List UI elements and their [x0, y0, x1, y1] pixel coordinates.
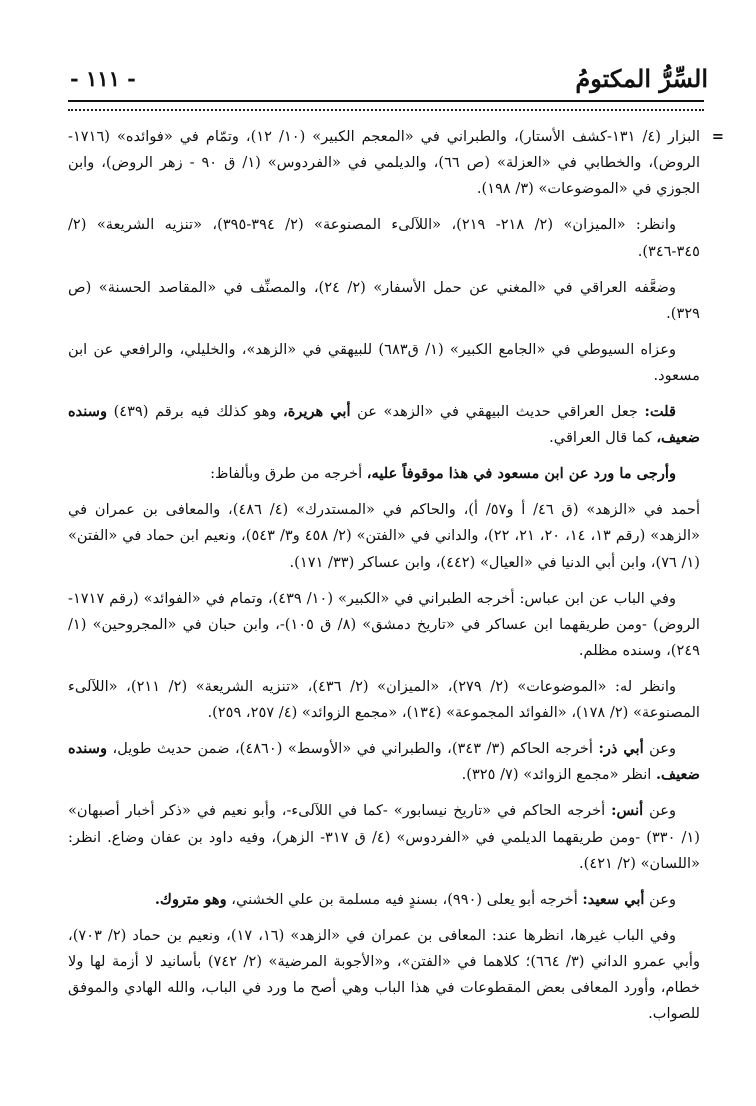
text-segment: وانظر: «الميزان» (٢/ ٢١٨- ٢١٩)، «اللآلىء المصنوعة» (٢/ ٣٩٤-٣٩٥)، «تنزيه الشريعة» (٢/ ٣٤٥-٣٤٦). [68, 216, 700, 260]
bold-text: أبي هريرة، [283, 403, 351, 421]
text-segment: وعن [643, 740, 676, 758]
text-segment: وعن [643, 802, 676, 820]
bold-text: أبي سعيد: [582, 890, 645, 908]
paragraph [68, 461, 700, 487]
paragraph [68, 497, 700, 576]
continuation-mark: = [711, 128, 724, 145]
paragraph [68, 212, 700, 264]
text-segment: وعن [644, 890, 676, 908]
bold-text: وسنده ضعيف، [68, 403, 700, 447]
paragraph [68, 923, 700, 1028]
text-segment: جعل العراقي حديث البيهقي في «الزهد» عن [350, 403, 645, 421]
paragraph [68, 337, 700, 389]
paragraph [68, 798, 700, 877]
text-segment: أخرجه أبو يعلى (٩٩٠)، بسندٍ فيه مسلمة بن علي الخشني، [226, 890, 583, 908]
text-segment: وفي الباب غيرها، انظرها عند: المعافى بن عمران في «الزهد» (١٦، ١٧)، ونعيم بن حماد (٢/ ٧٠٣)، وأبي عمرو الداني (٣/ ٦٦٤)؛ كلاهما في «الفتن»، و«الأجوبة المرضية» (٢/ ٧٤٢) بأسانيد لا أزمة لها ولا خطام، وأورد المعافى بعض المقطوعات في هذا الباب وهي أصح ما ورد في الباب، والله الهادي والموفق للصواب. [68, 926, 700, 1023]
text-segment: أحمد في «الزهد» (ق ٤٦/ أ و٥٧/ أ)، والحاكم في «المستدرك» (٤/ ٤٨٦)، والمعافى بن عمران في «الزهد» (رقم ١٣، ١٤، ٢٠، ٢١، ٢٢)، والداني في «الفتن» (٢/ ٤٥٨ و٣/ ٥٤٣)، ونعيم ابن حماد في «الفتن» (١/ ٧٦)، وابن أبي الدنيا في «العيال» (٤٤٢)، وابن عساكر (٣٣/ ١٧١). [68, 501, 701, 571]
bold-text: قلت: [644, 403, 676, 421]
paragraph [68, 586, 700, 665]
paragraph [68, 399, 700, 451]
text-segment: أخرجه الحاكم (٣/ ٣٤٣)، والطبراني في «الأوسط» (٤٨٦٠)، ضمن حديث طويل، [107, 740, 599, 758]
paragraph [68, 275, 700, 327]
book-title: السِّرُّ المكتومُ [575, 63, 708, 93]
text-segment: وفي الباب عن ابن عباس: أخرجه الطبراني في «الكبير» (١٠/ ٤٣٩)، وتمام في «الفوائد» (رقم ١٧١٧- الروض) -ومن طريقهما ابن عساكر في «تاريخ دمشق» (٨/ ق ١٠٥)-، وابن حبان في «المجروحين» (١/ ٢٤٩)، وسنده مظلم. [68, 589, 700, 660]
footnote-separator [68, 109, 704, 111]
paragraph [68, 124, 724, 203]
footnote-text [68, 124, 724, 1037]
bold-text: وأرجى ما ورد عن ابن مسعود في هذا موقوفاً عليه، [366, 465, 676, 483]
paragraph [68, 887, 700, 913]
text-segment: كما قال العراقي. [549, 429, 657, 447]
bold-text: أبي ذر: [598, 740, 644, 758]
page-number: - ١١١ - [70, 65, 136, 91]
text-segment: أخرجه من طرق وبألفاظ: [210, 465, 367, 483]
text-segment: وانظر له: «الموضوعات» (٢/ ٢٧٩)، «الميزان» (٢/ ٤٣٦)، «تنزيه الشريعة» (٢/ ٢١١)، «اللآلىء المصنوعة» (٢/ ١٧٨)، «الفوائد المجموعة» (١٣٤)، «مجمع الزوائد» (٤/ ٢٥٧، ٢٥٩). [68, 678, 700, 722]
bold-text: وهو متروك. [154, 890, 227, 908]
header-rule [68, 100, 704, 102]
text-segment: وضعَّفه العراقي في «المغني عن حمل الأسفار» (٢/ ٢٤)، والمصنِّف في «المقاصد الحسنة» (ص ٣٢٩). [68, 278, 700, 322]
running-header [70, 58, 708, 98]
bold-text: أنس: [611, 802, 644, 820]
text-segment: أخرجه الحاكم في «تاريخ نيسابور» -كما في اللآلىء-، وأبو نعيم في «ذكر أخبار أصبهان» (١/ ٣٣٠) -ومن طريقهما الديلمي في «الفردوس» (٤/ ق ٣١٧- الزهر)، وفيه داود بن عفان وضاع. انظر: «اللسان» (٢/ ٤٢١). [68, 802, 700, 872]
text-segment: البزار (٤/ ١٣١-كشف الأستار)، والطبراني في «المعجم الكبير» (١٠/ ١٢)، وتمّام في «فوائده» (١٧١٦- الروض)، والخطابي في «العزلة» (ص ٦٦)، والديلمي في «الفردوس» (١/ ق ٩٠ - زهر الروض)، وابن الجوزي في «الموضوعات» (٣/ ١٩٨). [68, 128, 700, 198]
paragraph [68, 736, 700, 788]
bold-text: وسنده ضعيف. [68, 740, 700, 784]
paragraph [68, 674, 700, 726]
text-segment: وعزاه السيوطي في «الجامع الكبير» (١/ ق٦٨٣) للبيهقي في «الزهد»، والخليلي، والرافعي عن ابن مسعود. [68, 340, 700, 385]
text-segment: وهو كذلك فيه برقم (٤٣٩) [107, 403, 284, 421]
text-segment: انظر «مجمع الزوائد» (٧/ ٣٢٥). [461, 766, 656, 784]
